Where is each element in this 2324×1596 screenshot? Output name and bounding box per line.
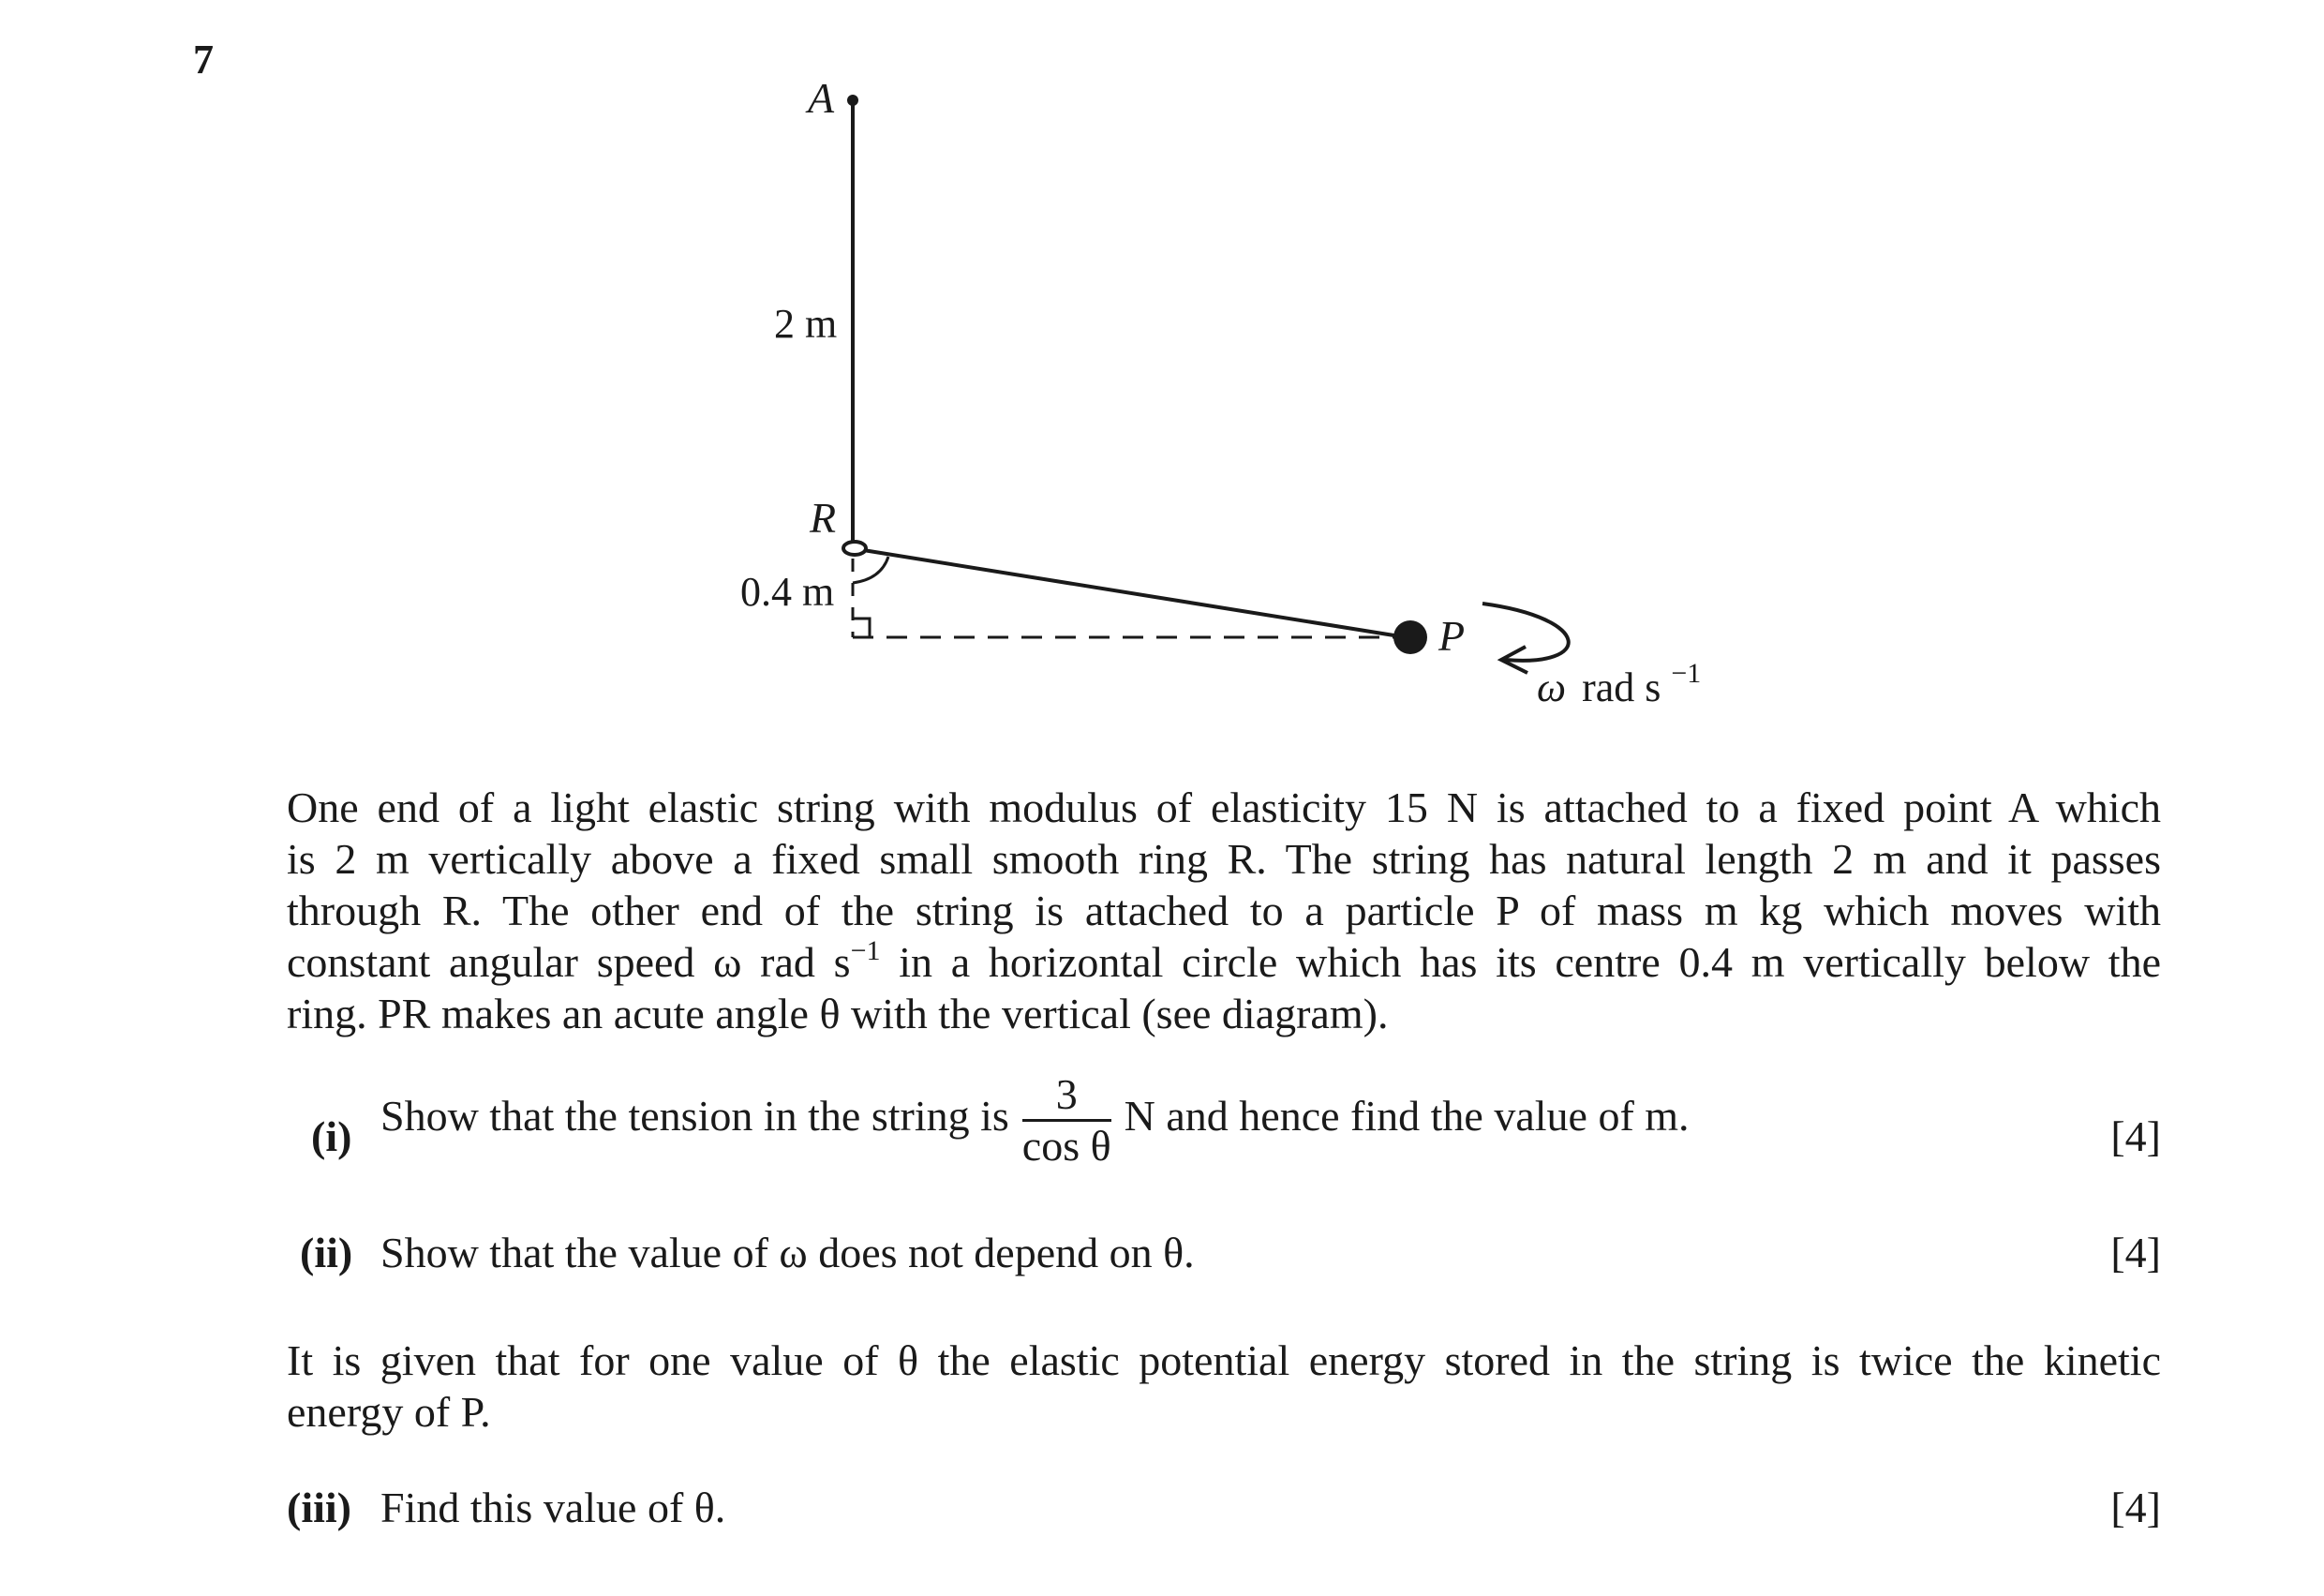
part-ii-marks: [4] xyxy=(2110,1229,2161,1276)
question-number: 7 xyxy=(193,37,214,82)
part-ii-text: Show that the value of ω does not depend on θ. xyxy=(380,1229,1195,1276)
question-stem xyxy=(287,782,2161,1039)
label-P: P xyxy=(1438,612,1466,660)
part-ii-label: (ii) xyxy=(300,1229,353,1276)
part-i-text: Show that the tension in the string is $\frac{3}{\text{cos θ}}$ N and hence find the value of m. xyxy=(380,1070,1690,1170)
label-A: A xyxy=(808,74,835,122)
part-iii-marks: [4] xyxy=(2110,1484,2161,1531)
right-angle-mark xyxy=(853,619,870,637)
tension-fraction: $\frac{3}{\text{cos θ}}$ xyxy=(1021,1070,1111,1170)
part-iii-label: (iii) xyxy=(287,1484,351,1531)
part-i-label: (i) xyxy=(311,1112,352,1160)
label-omega: ω rad s $^{-1}$ xyxy=(1537,658,1702,710)
part-iii xyxy=(287,1483,2161,1539)
label-0-4m: 0.4 m xyxy=(740,569,835,615)
stem-line-4: constant angular speed ω rad $s^{-1}$ in a horizontal circle which has its centre 0.4 m vertically below the xyxy=(287,935,2161,986)
part-ii xyxy=(287,1228,2161,1284)
angle-arc xyxy=(853,557,888,583)
label-R: R xyxy=(810,494,837,542)
stem-line-2: is 2 m vertically above a fixed small smooth ring R. The string has natural length 2 m and it passes xyxy=(287,835,2161,883)
part-iii-text: Find this value of θ. xyxy=(380,1484,726,1531)
particle-P xyxy=(1393,620,1427,654)
label-2m: 2 m xyxy=(774,301,838,347)
ring-R xyxy=(843,542,866,555)
part-i-marks: [4] xyxy=(2110,1112,2161,1160)
stem-line-1: One end of a light elastic string with modulus of elasticity 15 N is attached to a fixed point A which xyxy=(287,783,2161,831)
point-A xyxy=(847,95,858,106)
given-line-2: energy of P. xyxy=(287,1388,491,1436)
given-statement xyxy=(287,1335,2161,1438)
part-i xyxy=(287,1070,2161,1170)
string-RP xyxy=(857,549,1406,637)
rotation-arrow xyxy=(1482,604,1569,661)
stem-line-5: ring. PR makes an acute angle θ with the vertical (see diagram). xyxy=(287,990,1389,1037)
given-line-1: It is given that for one value of θ the elastic potential energy stored in the string is twice the kinetic xyxy=(287,1336,2161,1384)
string-diagram xyxy=(0,0,2324,750)
stem-line-3: through R. The other end of the string is attached to a particle P of mass m kg which moves with xyxy=(287,887,2161,934)
